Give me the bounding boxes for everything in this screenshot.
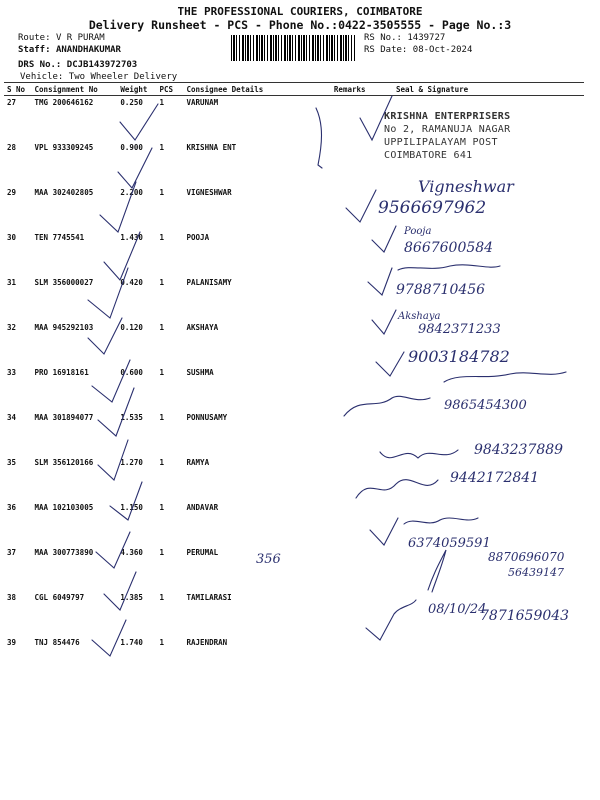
row-consignee-name: POOJA xyxy=(186,233,210,242)
row-consignment-no: CGL 6049797 xyxy=(34,593,85,602)
vehicle-value: Two Wheeler Delivery xyxy=(68,72,178,82)
tick-mark-row-39 xyxy=(92,620,126,656)
tick-mark-row-33 xyxy=(92,360,130,402)
row-consignment-no: TEN 7745541 xyxy=(34,233,85,242)
row-pcs: 1 xyxy=(159,458,165,467)
stamp-line-2: No 2, RAMANUJA NAGAR xyxy=(384,124,511,135)
row-pcs: 1 xyxy=(159,143,165,152)
note-row-38: 356 xyxy=(256,552,281,567)
row-consignment-no: VPL 933309245 xyxy=(34,143,94,152)
tick-mark-row-27 xyxy=(120,104,158,140)
col-consignment-no: Consignment No xyxy=(32,83,118,96)
signature-row-37 xyxy=(370,518,478,545)
tick-mark-row-36 xyxy=(110,482,142,520)
tick-mark-seal-29 xyxy=(346,190,376,222)
signature-row-35 xyxy=(380,450,458,458)
row-weight: 1.385 xyxy=(120,593,143,602)
row-consignee-name: RAMYA xyxy=(186,458,210,467)
row-consignment-no: MAA 945292103 xyxy=(34,323,94,332)
col-remarks: Remarks xyxy=(331,83,376,96)
signature-row-33 xyxy=(444,372,566,382)
row-pcs: 1 xyxy=(159,503,165,512)
stamp-line-4: COIMBATORE 641 xyxy=(384,150,473,161)
row-sno: 39 xyxy=(7,638,17,647)
row-consignee-name: SUSHMA xyxy=(186,368,214,377)
tick-mark-row-35 xyxy=(98,440,128,480)
row-consignee-name: RAJENDRAN xyxy=(186,638,228,647)
phone-row-35: 9843237889 xyxy=(474,442,564,458)
row-consignment-no: MAA 300773890 xyxy=(34,548,94,557)
date-row-39: 08/10/24 xyxy=(428,602,487,617)
row-consignment-no: PRO 16918161 xyxy=(34,368,89,377)
staff-label: Staff: xyxy=(18,45,51,55)
phone-row-30: 8667600584 xyxy=(404,240,494,256)
row-sno: 32 xyxy=(7,323,17,332)
row-weight: 1.740 xyxy=(120,638,143,647)
company-title: THE PROFESSIONAL COURIERS, COIMBATORE xyxy=(177,5,423,18)
phone-row-38-a: 8870696070 xyxy=(488,550,565,564)
rs-date-label: RS Date: xyxy=(364,45,408,55)
row-weight: 0.250 xyxy=(120,98,143,107)
signature-row-36 xyxy=(356,480,438,498)
tick-mark-seal-33 xyxy=(376,352,404,376)
row-weight: 4.360 xyxy=(120,548,143,557)
tick-mark-row-29 xyxy=(100,182,136,232)
signature-row-34 xyxy=(344,396,430,416)
row-pcs: 1 xyxy=(159,98,165,107)
tick-mark-seal-32 xyxy=(372,310,396,334)
phone-row-32: 9842371233 xyxy=(418,322,501,337)
phone-row-34: 9865454300 xyxy=(444,398,527,413)
row-pcs: 1 xyxy=(159,593,165,602)
tick-mark-row-28 xyxy=(118,148,152,188)
row-sno: 33 xyxy=(7,368,17,377)
row-weight: 1.150 xyxy=(120,503,143,512)
row-pcs: 1 xyxy=(159,278,165,287)
row-pcs: 1 xyxy=(159,413,165,422)
row-pcs: 1 xyxy=(159,323,165,332)
rs-no-label: RS No.: xyxy=(364,33,402,43)
row-sno: 30 xyxy=(7,233,17,242)
row-sno: 27 xyxy=(7,98,17,107)
phone-row-33: 9003184782 xyxy=(408,347,510,366)
row-consignment-no: SLM 356000027 xyxy=(34,278,94,287)
tick-mark-row-32 xyxy=(88,318,122,354)
phone-row-37: 6374059591 xyxy=(408,536,491,551)
route-value: V R PURAM xyxy=(55,33,105,43)
row-weight: 1.270 xyxy=(120,458,143,467)
row-weight: 0.900 xyxy=(120,143,143,152)
tick-mark-row-37 xyxy=(96,532,130,568)
rs-no-value: 1439727 xyxy=(407,33,446,43)
row-sno: 28 xyxy=(7,143,17,152)
row-weight: 1.430 xyxy=(120,233,143,242)
row-consignee-name: VARUNAM xyxy=(186,98,219,107)
row-sno: 37 xyxy=(7,548,17,557)
signature-row-39 xyxy=(366,600,416,640)
row-consignee-name: PERUMAL xyxy=(186,548,219,557)
stamp-line-1: KRISHNA ENTERPRISERS xyxy=(384,111,511,122)
row-sno: 35 xyxy=(7,458,17,467)
row-consignment-no: TNJ 854476 xyxy=(34,638,80,647)
col-consignee-details: Consignee Details xyxy=(184,83,331,96)
signature-pooja: Pooja xyxy=(404,226,432,237)
col-pcs: PCS xyxy=(157,83,184,96)
row-weight: 0.600 xyxy=(120,368,143,377)
tick-mark-row-38 xyxy=(104,572,136,610)
row-consignment-no: TMG 200646162 xyxy=(34,98,94,107)
row-pcs: 1 xyxy=(159,548,165,557)
bracket-mark-row-27 xyxy=(316,108,322,168)
row-sno: 31 xyxy=(7,278,17,287)
signature-vigneshwar: Vigneshwar xyxy=(418,177,514,196)
stamp-line-3: UPPILIPALAYAM POST xyxy=(384,137,498,148)
row-consignment-no: MAA 302402805 xyxy=(34,188,94,197)
phone-row-29: 9566697962 xyxy=(378,198,487,218)
col-seal-signature: Seal & Signature xyxy=(376,83,584,96)
row-sno: 29 xyxy=(7,188,17,197)
row-consignee-name: ANDAVAR xyxy=(186,503,219,512)
signature-row-38 xyxy=(428,550,446,592)
staff-value: ANANDHAKUMAR xyxy=(55,45,121,55)
row-consignee-name: AKSHAYA xyxy=(186,323,219,332)
row-sno: 34 xyxy=(7,413,17,422)
phone-row-31: 9788710456 xyxy=(396,282,486,298)
row-sno: 38 xyxy=(7,593,17,602)
tick-mark-row-30 xyxy=(104,232,140,280)
tick-mark-seal-30 xyxy=(372,226,396,252)
runsheet-title: Delivery Runsheet - PCS - Phone No.:0422-3505555 - Page No.:3 xyxy=(88,18,512,32)
rs-date-value: 08-Oct-2024 xyxy=(412,45,473,55)
row-consignment-no: SLM 356120166 xyxy=(34,458,94,467)
phone-row-39: 7871659043 xyxy=(480,608,570,624)
row-pcs: 1 xyxy=(159,233,165,242)
row-consignment-no: MAA 102103005 xyxy=(34,503,94,512)
signature-akshaya: Akshaya xyxy=(398,311,441,322)
row-weight: 2.200 xyxy=(120,188,143,197)
row-consignee-name: VIGNESHWAR xyxy=(186,188,232,197)
tick-mark-seal-31 xyxy=(368,268,392,295)
row-consignee-name: TAMILARASI xyxy=(186,593,232,602)
row-consignee-name: KRISHNA ENT xyxy=(186,143,237,152)
row-pcs: 1 xyxy=(159,368,165,377)
drs-value: DCJB143972703 xyxy=(66,60,138,70)
phone-row-36: 9442172841 xyxy=(450,470,540,486)
col-sno: S No xyxy=(4,83,32,96)
tick-mark-seal-27 xyxy=(360,96,392,140)
phone-row-38-b: 56439147 xyxy=(508,566,564,579)
row-weight: 0.120 xyxy=(120,323,143,332)
route-label: Route: xyxy=(18,33,51,43)
drs-label: DRS No.: xyxy=(18,60,62,70)
row-pcs: 1 xyxy=(159,638,165,647)
col-weight: Weight xyxy=(117,83,156,96)
vehicle-label: Vehicle: xyxy=(20,72,64,82)
row-weight: 1.535 xyxy=(120,413,143,422)
row-consignee-name: PONNUSAMY xyxy=(186,413,228,422)
row-sno: 36 xyxy=(7,503,17,512)
row-consignee-name: PALANISAMY xyxy=(186,278,232,287)
row-consignment-no: MAA 301894077 xyxy=(34,413,94,422)
row-weight: 0.420 xyxy=(120,278,143,287)
signature-row-31 xyxy=(398,265,500,270)
row-pcs: 1 xyxy=(159,188,165,197)
